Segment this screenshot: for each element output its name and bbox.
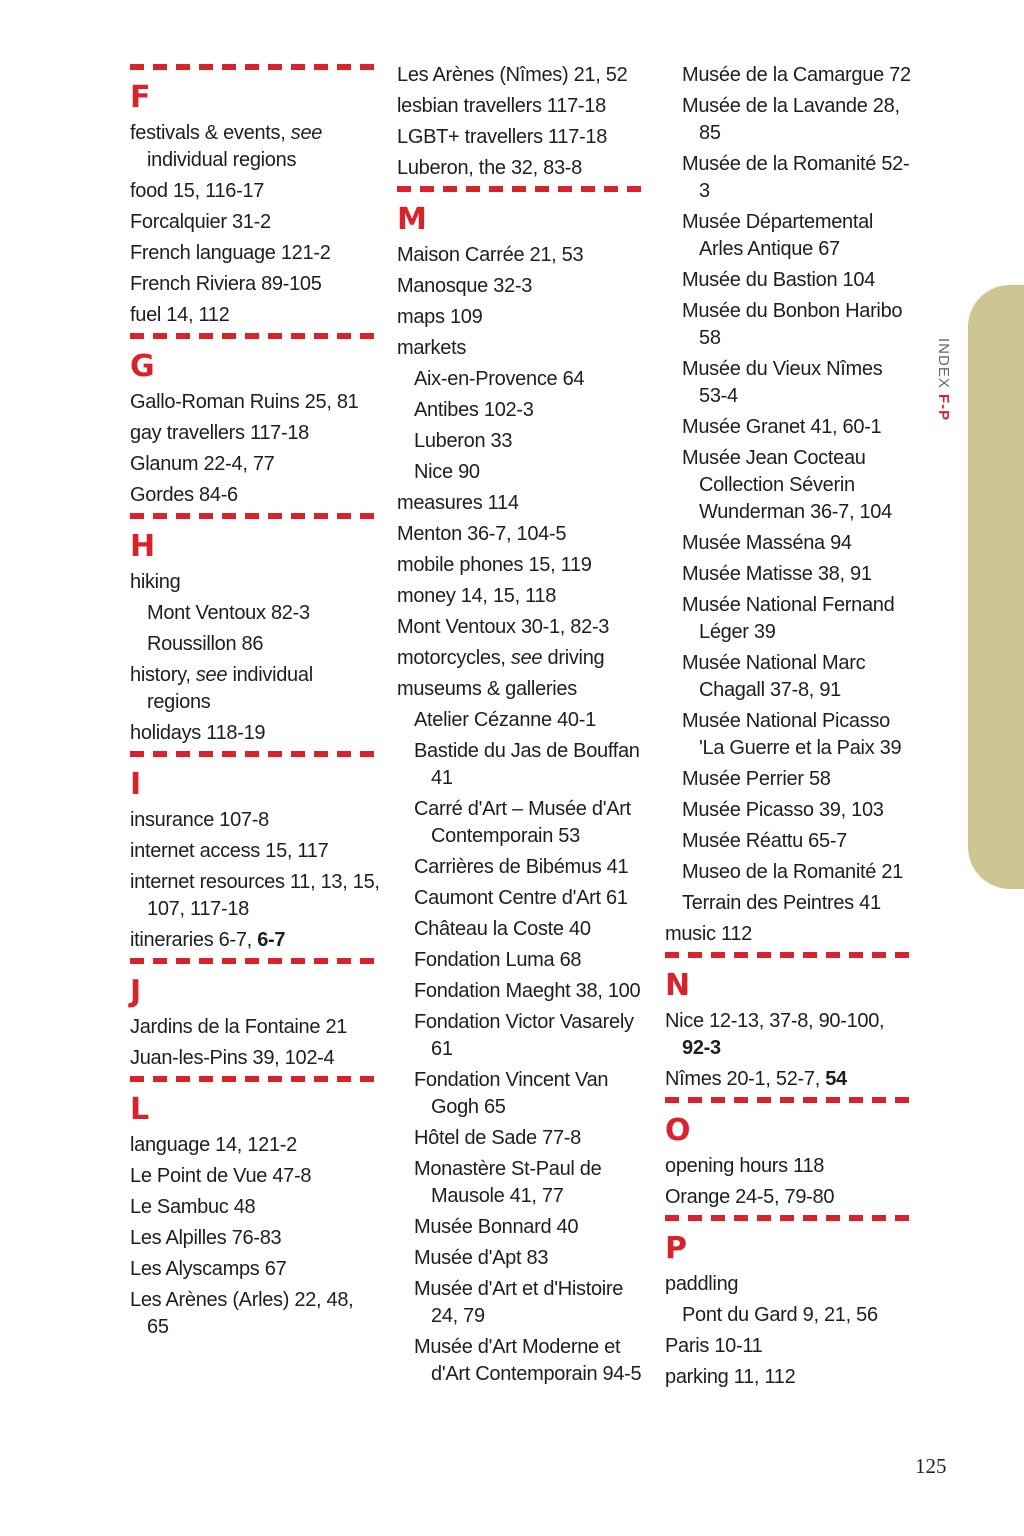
entry-text: Les Arènes (Nîmes) 21, 52 — [397, 64, 628, 86]
entry-text: Antibes 102-3 — [414, 399, 534, 421]
entry-text: Luberon, the 32, 83-8 — [397, 157, 582, 179]
index-subentry — [414, 397, 647, 424]
index-entry — [665, 1333, 915, 1360]
entry-text: Museo de la Romanité 21 — [682, 861, 904, 883]
entry-text: Musée d'Art Moderne et d'Art Contemporain 94-5 — [414, 1336, 642, 1385]
index-column-3 — [665, 62, 915, 1395]
index-subentry — [682, 530, 915, 557]
entry-text: French language 121-2 — [130, 242, 331, 264]
section-divider — [130, 64, 376, 70]
index-entry — [665, 921, 915, 948]
index-subentry — [414, 707, 647, 734]
index-entry — [130, 569, 380, 596]
entry-text: Musée Réattu 65-7 — [682, 830, 847, 852]
index-subentry — [682, 356, 915, 410]
entry-text: Musée du Vieux Nîmes 53-4 — [682, 358, 883, 407]
entry-text: festivals & events, — [130, 122, 291, 144]
entry-text: Nice 12-13, 37-8, 90-100, — [665, 1010, 885, 1032]
entry-text: Paris 10-11 — [665, 1335, 763, 1357]
section-letter: O — [665, 1113, 691, 1148]
index-entry — [665, 1066, 915, 1093]
entry-text: Glanum 22-4, 77 — [130, 453, 275, 475]
entry-text: LGBT+ travellers 117-18 — [397, 126, 608, 148]
entry-text: Bastide du Jas de Bouffan 41 — [414, 740, 640, 789]
entry-text: individual regions — [147, 149, 297, 171]
entry-text: Carré d'Art – Musée d'Art Contemporain 53 — [414, 798, 631, 847]
entry-text: 54 — [825, 1068, 847, 1090]
entry-text: Les Alyscamps 67 — [130, 1258, 287, 1280]
index-entry — [130, 389, 380, 416]
entry-text: measures 114 — [397, 492, 519, 514]
index-entry — [130, 209, 380, 236]
entry-text: Forcalquier 31-2 — [130, 211, 271, 233]
index-entry — [397, 273, 647, 300]
entry-text: 92-3 — [682, 1037, 721, 1059]
entry-text: Les Arènes (Arles) 22, 48, 65 — [130, 1289, 354, 1338]
index-entry — [665, 1271, 915, 1298]
section-divider — [130, 333, 376, 339]
index-subentry — [682, 797, 915, 824]
index-entry — [130, 1194, 380, 1221]
entry-text: food 15, 116-17 — [130, 180, 265, 202]
entry-text: gay travellers 117-18 — [130, 422, 309, 444]
index-subentry — [414, 459, 647, 486]
index-subentry — [414, 1125, 647, 1152]
entry-text: individual regions — [147, 664, 313, 713]
entry-text: Musée Perrier 58 — [682, 768, 831, 790]
section-divider — [130, 751, 376, 757]
index-entry — [397, 335, 647, 362]
index-subentry — [682, 209, 915, 263]
index-subentry — [147, 631, 380, 658]
entry-text: Roussillon 86 — [147, 633, 264, 655]
index-subentry — [682, 592, 915, 646]
entry-text: Les Alpilles 76-83 — [130, 1227, 282, 1249]
entry-text: Gallo-Roman Ruins 25, 81 — [130, 391, 359, 413]
entry-text: Pont du Gard 9, 21, 56 — [682, 1304, 878, 1326]
entry-text: Château la Coste 40 — [414, 918, 591, 940]
index-subentry — [414, 1009, 647, 1063]
index-column-1 — [130, 62, 380, 1345]
index-subentry — [414, 1334, 647, 1388]
entry-text: see — [510, 647, 543, 669]
section-letter: N — [665, 968, 691, 1003]
index-subentry — [682, 650, 915, 704]
entry-text: hiking — [130, 571, 181, 593]
index-entry — [397, 676, 647, 703]
section-divider — [130, 958, 376, 964]
index-subentry — [682, 151, 915, 205]
index-entry — [130, 1256, 380, 1283]
entry-text: Hôtel de Sade 77-8 — [414, 1127, 581, 1149]
index-entry — [130, 1132, 380, 1159]
entry-text: maps 109 — [397, 306, 483, 328]
index-subentry — [682, 890, 915, 917]
entry-text: Musée National Fernand Léger 39 — [682, 594, 895, 643]
index-subentry — [682, 267, 915, 294]
index-subentry — [414, 1214, 647, 1241]
index-subentry — [682, 93, 915, 147]
index-subentry — [682, 445, 915, 526]
index-entry — [130, 869, 380, 923]
entry-text: internet resources 11, 13, 15, 107, 117-18 — [130, 871, 380, 920]
index-subentry — [414, 916, 647, 943]
index-entry — [397, 304, 647, 331]
entry-text: museums & galleries — [397, 678, 577, 700]
section-letter: H — [130, 529, 156, 564]
index-subentry — [682, 62, 915, 89]
entry-text: Musée Départemental Arles Antique 67 — [682, 211, 874, 260]
entry-text: language 14, 121-2 — [130, 1134, 297, 1156]
index-subentry — [147, 600, 380, 627]
entry-text: itineraries 6-7, — [130, 929, 258, 951]
index-entry — [130, 1163, 380, 1190]
index-entry — [130, 1014, 380, 1041]
index-entry — [397, 552, 647, 579]
entry-text: 6-7 — [257, 929, 286, 951]
entry-text: Gordes 84-6 — [130, 484, 238, 506]
section-divider — [665, 1215, 911, 1221]
index-entry — [130, 178, 380, 205]
index-entry — [130, 838, 380, 865]
entry-text: Nice 90 — [414, 461, 480, 483]
entry-text: markets — [397, 337, 467, 359]
index-subentry — [414, 1276, 647, 1330]
entry-text: Menton 36-7, 104-5 — [397, 523, 567, 545]
entry-text: Fondation Luma 68 — [414, 949, 582, 971]
index-entry — [130, 482, 380, 509]
section-letter: M — [397, 202, 427, 237]
entry-text: see — [195, 664, 228, 686]
index-entry — [397, 490, 647, 517]
section-letter: I — [130, 767, 142, 802]
entry-text: Musée d'Apt 83 — [414, 1247, 549, 1269]
index-entry — [397, 614, 647, 641]
index-subentry — [414, 854, 647, 881]
index-entry — [397, 242, 647, 269]
entry-text: opening hours 118 — [665, 1155, 825, 1177]
section-divider — [665, 1097, 911, 1103]
entry-text: Le Point de Vue 47-8 — [130, 1165, 312, 1187]
entry-text: Juan-les-Pins 39, 102-4 — [130, 1047, 335, 1069]
section-letter: P — [665, 1231, 687, 1266]
entry-text: Orange 24-5, 79-80 — [665, 1186, 835, 1208]
entry-text: Musée Picasso 39, 103 — [682, 799, 884, 821]
index-entry — [130, 240, 380, 267]
index-entry — [397, 62, 647, 89]
index-entry — [397, 521, 647, 548]
index-entry — [397, 645, 647, 672]
entry-text: Terrain des Peintres 41 — [682, 892, 881, 914]
section-letter: F — [130, 80, 151, 115]
entry-text: Luberon 33 — [414, 430, 513, 452]
index-subentry — [414, 366, 647, 393]
entry-text: Musée de la Romanité 52-3 — [682, 153, 910, 202]
entry-text: Aix-en-Provence 64 — [414, 368, 585, 390]
section-letter: L — [130, 1092, 150, 1127]
entry-text: insurance 107-8 — [130, 809, 269, 831]
section-divider — [397, 186, 643, 192]
entry-text: Musée National Picasso 'La Guerre et la Paix 39 — [682, 710, 902, 759]
entry-text: Musée Matisse 38, 91 — [682, 563, 872, 585]
index-entry — [665, 1153, 915, 1180]
entry-text: Jardins de la Fontaine 21 — [130, 1016, 348, 1038]
index-entry — [397, 124, 647, 151]
entry-text: Carrières de Bibémus 41 — [414, 856, 629, 878]
index-subentry — [414, 796, 647, 850]
entry-text: music 112 — [665, 923, 752, 945]
section-divider — [130, 513, 376, 519]
entry-text: see — [290, 122, 323, 144]
index-entry — [397, 583, 647, 610]
index-entry — [130, 451, 380, 478]
index-entry — [665, 1008, 915, 1062]
index-entry — [130, 271, 380, 298]
section-letter: G — [130, 349, 155, 384]
index-entry — [130, 720, 380, 747]
page-number: 125 — [915, 1454, 947, 1478]
entry-text: Fondation Vincent Van Gogh 65 — [414, 1069, 609, 1118]
entry-text: Nîmes 20-1, 52-7, — [665, 1068, 826, 1090]
index-entry — [130, 1287, 380, 1341]
index-entry — [130, 1045, 380, 1072]
entry-text: internet access 15, 117 — [130, 840, 329, 862]
running-head — [935, 338, 952, 421]
index-subentry — [414, 885, 647, 912]
index-column-2 — [397, 62, 647, 1392]
entry-text: Manosque 32-3 — [397, 275, 533, 297]
entry-text: Maison Carrée 21, 53 — [397, 244, 584, 266]
index-subentry — [682, 414, 915, 441]
entry-text: mobile phones 15, 119 — [397, 554, 592, 576]
index-entry — [397, 155, 647, 182]
entry-text: Musée Bonnard 40 — [414, 1216, 579, 1238]
index-entry — [665, 1364, 915, 1391]
entry-text: Musée d'Art et d'Histoire 24, 79 — [414, 1278, 624, 1327]
entry-text: money 14, 15, 118 — [397, 585, 557, 607]
entry-text: fuel 14, 112 — [130, 304, 230, 326]
index-subentry — [414, 1156, 647, 1210]
index-entry — [397, 93, 647, 120]
index-entry — [130, 927, 380, 954]
entry-text: lesbian travellers 117-18 — [397, 95, 606, 117]
entry-text: Monastère St-Paul de Mausole 41, 77 — [414, 1158, 602, 1207]
side-thumb-tab — [968, 285, 1024, 889]
entry-text: Mont Ventoux 82-3 — [147, 602, 310, 624]
entry-text: Musée Jean Cocteau Collection Séverin Wunderman 36-7, 104 — [682, 447, 892, 523]
index-subentry — [414, 428, 647, 455]
entry-text: driving — [542, 647, 605, 669]
index-subentry — [682, 561, 915, 588]
running-head-label: INDEX — [935, 338, 952, 389]
index-entry — [130, 302, 380, 329]
entry-text: Musée de la Camargue 72 — [682, 64, 911, 86]
entry-text: Musée de la Lavande 28, 85 — [682, 95, 900, 144]
index-subentry — [682, 708, 915, 762]
index-subentry — [414, 978, 647, 1005]
entry-text: Musée National Marc Chagall 37-8, 91 — [682, 652, 866, 701]
index-subentry — [682, 828, 915, 855]
section-divider — [130, 1076, 376, 1082]
index-subentry — [414, 947, 647, 974]
running-head-range: F-P — [935, 394, 952, 422]
entry-text: French Riviera 89-105 — [130, 273, 322, 295]
entry-text: Atelier Cézanne 40-1 — [414, 709, 596, 731]
entry-text: Musée du Bastion 104 — [682, 269, 876, 291]
index-entry — [130, 120, 380, 174]
index-subentry — [682, 766, 915, 793]
index-subentry — [414, 1245, 647, 1272]
index-subentry — [682, 1302, 915, 1329]
index-subentry — [414, 1067, 647, 1121]
entry-text: paddling — [665, 1273, 739, 1295]
entry-text: Musée du Bonbon Haribo 58 — [682, 300, 903, 349]
entry-text: Mont Ventoux 30-1, 82-3 — [397, 616, 610, 638]
entry-text: Fondation Victor Vasarely 61 — [414, 1011, 634, 1060]
entry-text: holidays 118-19 — [130, 722, 266, 744]
index-entry — [665, 1184, 915, 1211]
index-subentry — [682, 298, 915, 352]
section-letter: J — [130, 974, 142, 1009]
index-entry — [130, 662, 380, 716]
entry-text: parking 11, 112 — [665, 1366, 796, 1388]
entry-text: Musée Masséna 94 — [682, 532, 852, 554]
index-subentry — [414, 738, 647, 792]
index-entry — [130, 420, 380, 447]
index-subentry — [682, 859, 915, 886]
entry-text: history, — [130, 664, 196, 686]
entry-text: Le Sambuc 48 — [130, 1196, 256, 1218]
entry-text: Musée Granet 41, 60-1 — [682, 416, 882, 438]
index-entry — [130, 1225, 380, 1252]
section-divider — [665, 952, 911, 958]
entry-text: Fondation Maeght 38, 100 — [414, 980, 641, 1002]
entry-text: Caumont Centre d'Art 61 — [414, 887, 628, 909]
index-entry — [130, 807, 380, 834]
entry-text: motorcycles, — [397, 647, 511, 669]
